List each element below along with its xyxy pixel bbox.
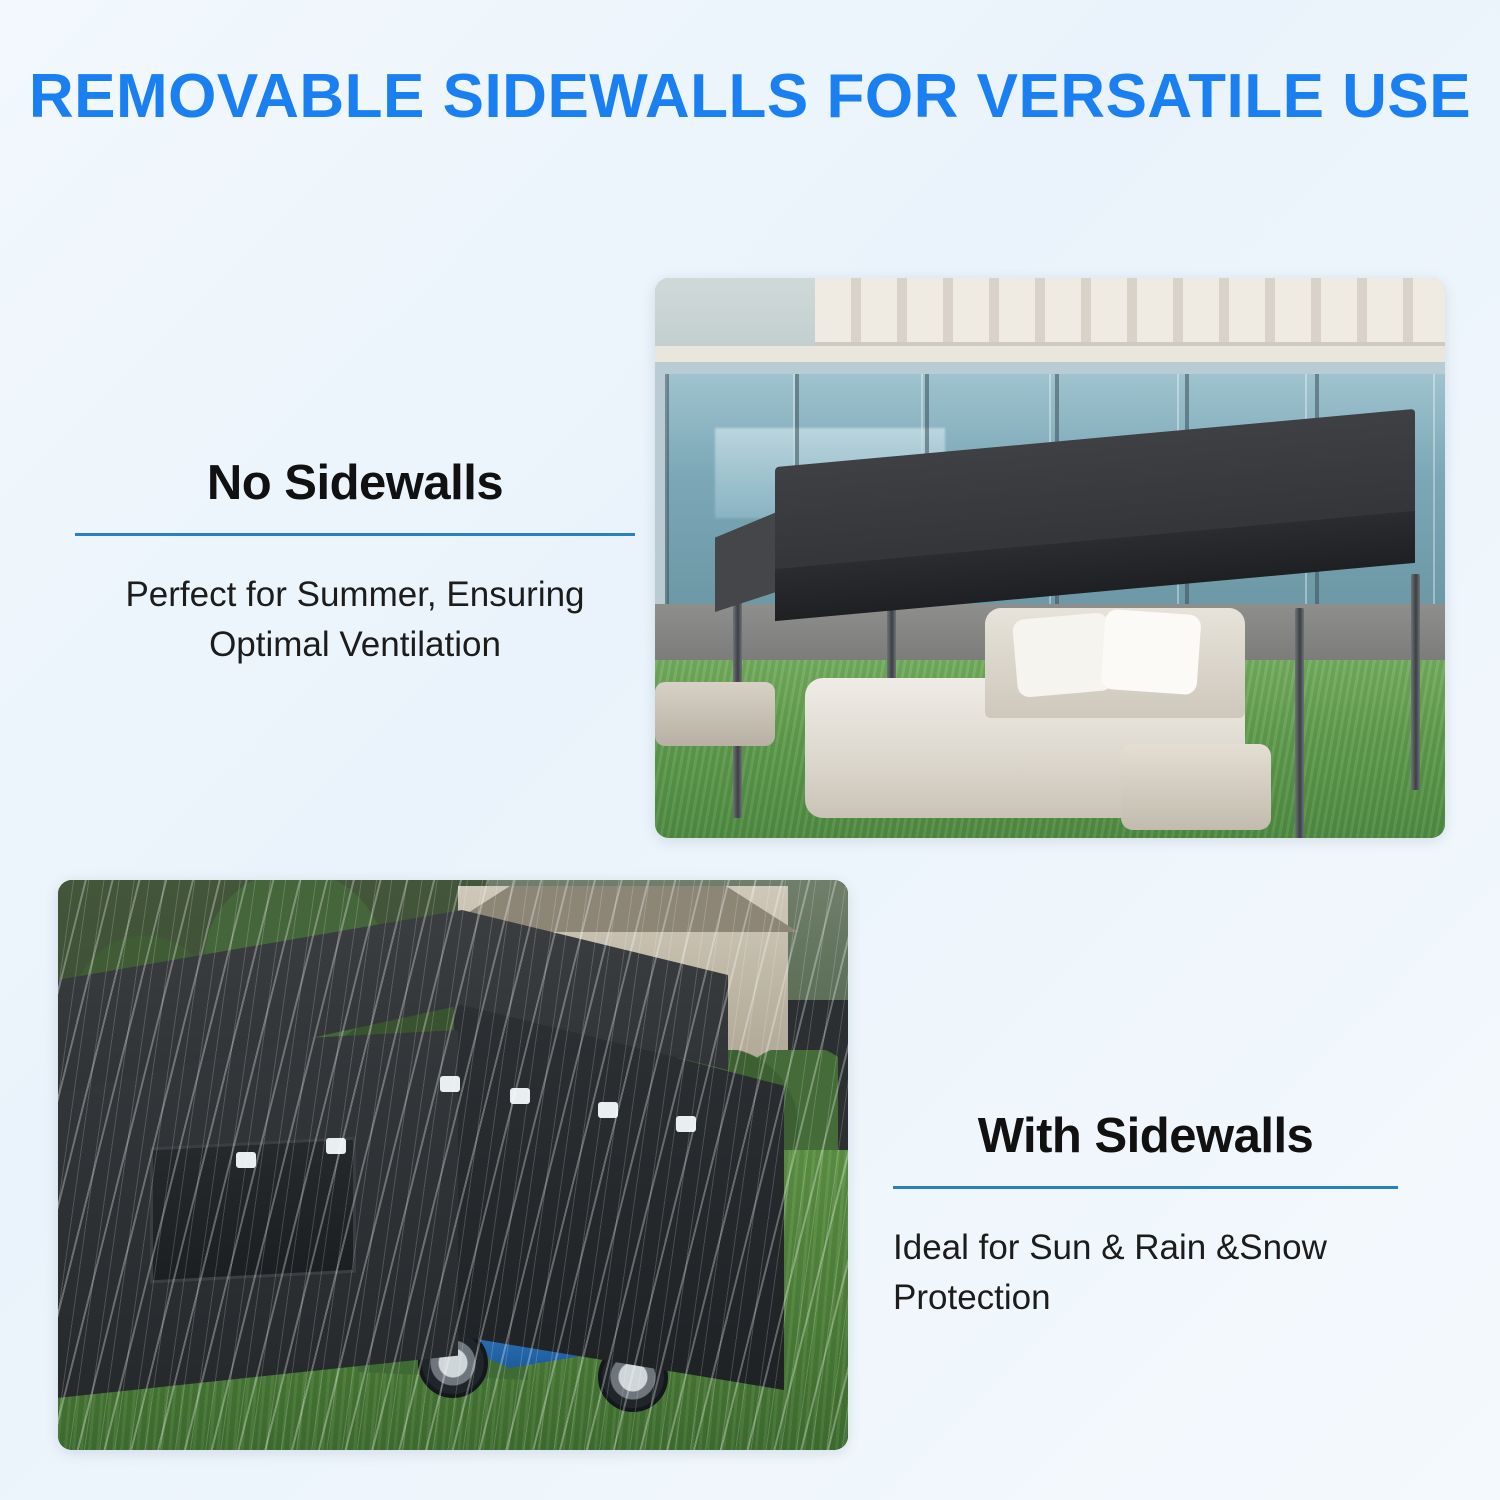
photo-no-sidewalls [655, 278, 1445, 838]
daybed-pillow-left [1012, 612, 1114, 698]
divider-rule-top [75, 533, 635, 536]
side-table-round [1121, 744, 1271, 830]
panel-with-sidewalls-text [893, 1108, 1398, 1322]
divider-rule-bottom [893, 1186, 1398, 1189]
panel-no-sidewalls-text [75, 455, 635, 669]
pergola-roof [815, 278, 1445, 348]
side-table-left [655, 682, 775, 746]
canopy-leg-front-right [1295, 608, 1304, 838]
sidewall-clip-3 [440, 1076, 460, 1092]
page-title: REMOVABLE SIDEWALLS FOR VERSATILE USE [28, 62, 1472, 131]
photo-with-sidewalls [58, 880, 848, 1450]
sidewall-clip-4 [510, 1088, 530, 1104]
canopy-leg-back-right [1411, 574, 1420, 790]
panel-no-sidewalls-title: No Sidewalls [206, 456, 504, 510]
panel-with-sidewalls-description: Ideal for Sun & Rain &Snow Protection [893, 1228, 1327, 1317]
daybed-pillow-right [1100, 609, 1201, 696]
sidewall-clip-1 [236, 1152, 256, 1168]
sidewall-clip-2 [326, 1138, 346, 1154]
panel-no-sidewalls-description: Perfect for Summer, Ensuring Optimal Ventilation [125, 575, 585, 664]
panel-with-sidewalls-title: With Sidewalls [977, 1109, 1314, 1163]
sidewall-clip-6 [676, 1116, 696, 1132]
sidewall-clip-5 [598, 1102, 618, 1118]
